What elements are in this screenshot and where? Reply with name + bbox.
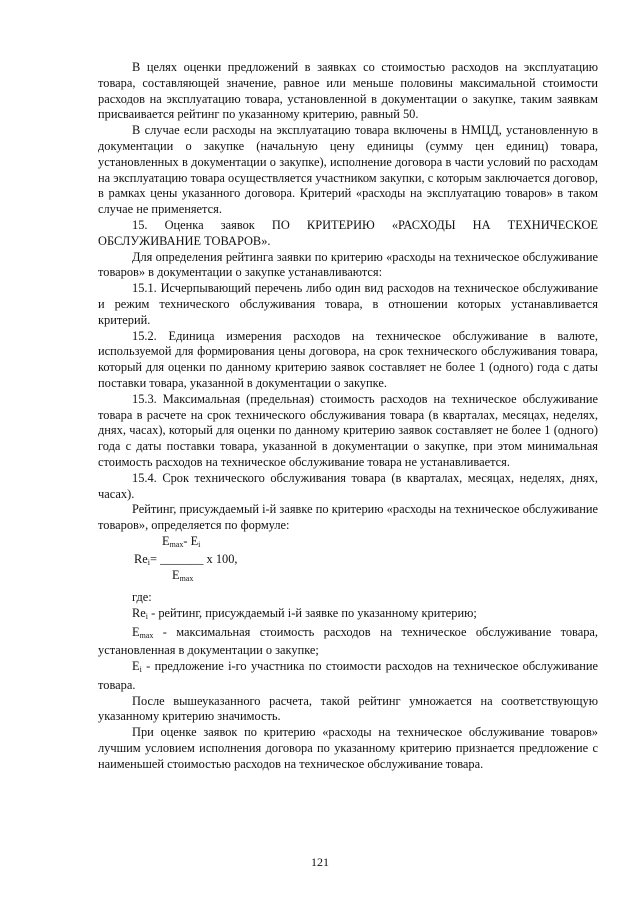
definition-ei: $E_i$ - предложение i-го участника по стоимости расходов на техническое обслуживание товара. [98,659,598,692]
formula-numerator: $E_{max}-$ $E_i$ [162,533,201,549]
paragraph-15-4: 15.4. Срок технического обслуживания товара (в кварталах, месяцах, неделях, днях, часах). [98,470,598,501]
paragraph-15-3: 15.3. Максимальная (предельная) стоимость расходов на техническое обслуживание товара в расчете на срок технического обслуживания товара (в кварталах, месяцах, неделях, днях, часах), который для оценки по данному критерию заявок составляет не более 1 (одного) года с даты поставки товара, указанной в документации о закупке, при этом минимальная стоимость расходов на техническое обслуживание товара не устанавливается. [98,391,598,469]
gde-label: где: [132,589,152,604]
formula-lhs: $Re_i=$ _______ x 100, [134,551,238,567]
paragraph-15-2: 15.2. Единица измерения расходов на техническое обслуживание в валюте, используемой для формирования цены договора, на срок технического обслуживания товара, который для оценки по данному критерию заявок составляет не более 1 (одного) года с даты поставки товара, указанной в документации о закупке. [98,328,598,390]
paragraph-rating-50: В целях оценки предложений в заявках со стоимостью расходов на эксплуатацию товара, составляющей значение, равное или меньше половины максимальной стоимости расходов на эксплуатацию товара, установленной в документации о закупке, таким заявкам присваивается рейтинг по указанному критерию, равный 50. [98,60,598,122]
definition-emax: $E_{max}$ - максимальная стоимость расходов на техническое обслуживание товара, установленная в документации о закупке; [98,624,598,658]
paragraph-nmcd-included: В случае если расходы на эксплуатацию товара включены в НМЦД, установленную в документации о закупке (начальную цену единицы (сумму цен единиц) товара, установленных в документации о закупке), исполнение договора в части условий по расходам на эксплуатацию товара осуществляется участником закупки, с которым заключается договор, в рамках цены указанного договора. Критерий «расходы на эксплуатацию товаров» в таком случае не применяется. [98,123,598,217]
section-heading-15: 15. Оценка заявок ПО КРИТЕРИЮ «РАСХОДЫ НА ТЕХНИЧЕСКОЕ ОБСЛУЖИВАНИЕ ТОВАРОВ». [98,217,598,248]
rating-formula [98,534,598,590]
formula-denominator: $E_{max}$ [172,567,194,583]
paragraph-significance: После вышеуказанного расчета, такой рейтинг умножается на соответствующую указанному критерию значимость. [98,693,598,724]
paragraph-best-condition: При оценке заявок по критерию «расходы на техническое обслуживание товаров» лучшим условием исполнения договора по указанному критерию признается предложение с наименьшей стоимостью расходов на техническое обслуживание товара. [98,725,598,771]
paragraph-rating-definition: Для определения рейтинга заявки по критерию «расходы на техническое обслуживание товаров» в документации о закупке устанавливаются: [98,249,598,280]
definition-rei: $Re_i$ - рейтинг, присуждаемый i-й заявке по указанному критерию; [132,605,477,621]
page-number: 121 [311,855,329,869]
document-page [98,60,598,773]
paragraph-15-1: 15.1. Исчерпывающий перечень либо один вид расходов на техническое обслуживание и режим технического обслуживания товара, в отношении которых устанавливается критерий. [98,281,598,327]
paragraph-formula-intro: Рейтинг, присуждаемый i-й заявке по критерию «расходы на техническое обслуживание товаров», определяется по формуле: [98,502,598,533]
